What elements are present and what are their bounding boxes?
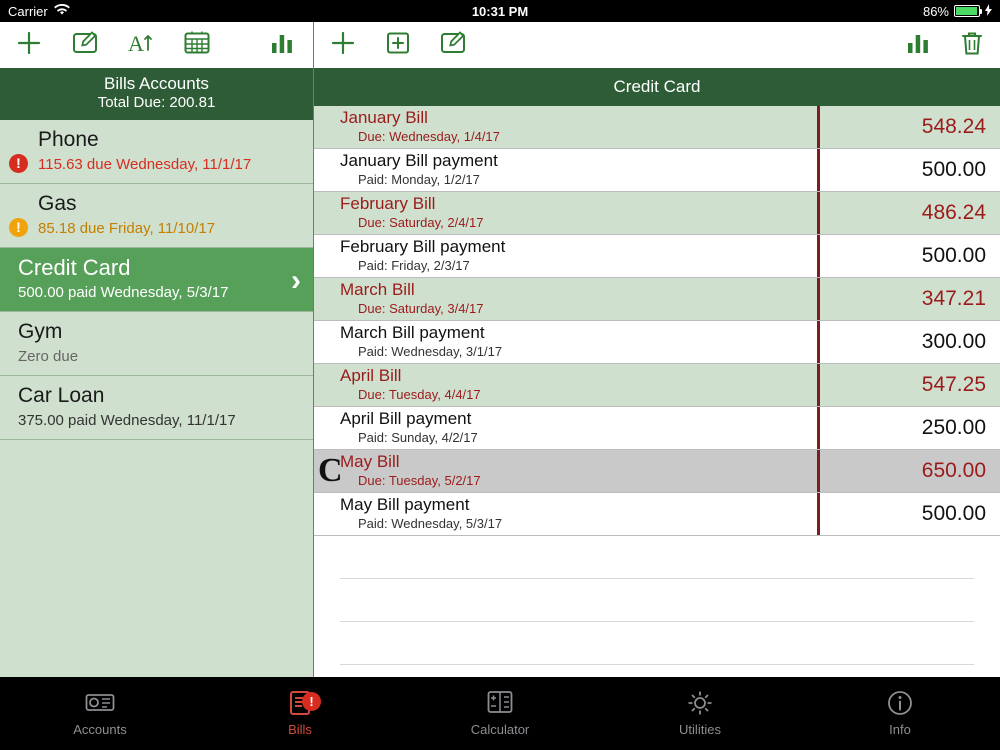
account-detail: 115.63 due Wednesday, 11/1/17 bbox=[38, 156, 252, 173]
calendar-icon[interactable] bbox=[184, 31, 210, 59]
transaction-date: Paid: Monday, 1/2/17 bbox=[358, 172, 480, 187]
battery-percent-label: 86% bbox=[922, 3, 949, 19]
svg-text:A: A bbox=[128, 31, 144, 56]
transaction-amount: 250.00 bbox=[921, 416, 986, 439]
transaction-info bbox=[314, 364, 817, 406]
compose-icon[interactable] bbox=[440, 30, 466, 60]
left-toolbar bbox=[0, 22, 313, 68]
carrier-label: Carrier bbox=[8, 3, 48, 19]
alert-badge-icon: ! bbox=[9, 218, 28, 237]
transaction-row[interactable] bbox=[314, 364, 1000, 407]
accounts-empty-area bbox=[0, 440, 313, 677]
tab-accounts[interactable] bbox=[0, 690, 200, 737]
account-name: Phone bbox=[38, 128, 99, 151]
accounts-icon bbox=[0, 690, 200, 720]
transaction-date: Due: Tuesday, 4/4/17 bbox=[358, 387, 481, 402]
transaction-empty-row bbox=[340, 536, 974, 579]
lightning-icon bbox=[985, 4, 992, 19]
status-time: 10:31 PM bbox=[471, 3, 529, 19]
transaction-info bbox=[314, 321, 817, 363]
tab-label: Calculator bbox=[470, 722, 530, 737]
tab-badge: ! bbox=[302, 692, 321, 711]
transaction-info bbox=[314, 493, 817, 535]
bar-chart-icon[interactable] bbox=[270, 31, 294, 59]
transaction-date: Paid: Wednesday, 3/1/17 bbox=[358, 344, 503, 359]
transaction-row[interactable] bbox=[314, 278, 1000, 321]
transaction-date: Due: Saturday, 2/4/17 bbox=[358, 215, 484, 230]
transaction-amount: 486.24 bbox=[921, 201, 986, 224]
transactions-pane bbox=[314, 22, 1000, 677]
transaction-row[interactable] bbox=[314, 235, 1000, 278]
calculator-icon bbox=[400, 690, 600, 720]
transaction-date: Paid: Wednesday, 5/3/17 bbox=[358, 516, 503, 531]
transaction-amount: 300.00 bbox=[921, 330, 986, 353]
tab-bar[interactable] bbox=[0, 677, 1000, 750]
bar-chart-icon[interactable] bbox=[906, 31, 930, 59]
account-detail: 85.18 due Friday, 11/10/17 bbox=[38, 220, 216, 237]
transaction-amount: 500.00 bbox=[921, 244, 986, 267]
transaction-date: Due: Tuesday, 5/2/17 bbox=[358, 473, 481, 488]
alert-badge-icon: ! bbox=[9, 154, 28, 173]
transaction-amount: 347.21 bbox=[921, 287, 986, 310]
account-name: Gas bbox=[38, 192, 77, 215]
transaction-info bbox=[314, 450, 817, 492]
account-detail: Zero due bbox=[18, 348, 79, 365]
transactions-header-title: Credit Card bbox=[314, 68, 1000, 106]
transaction-row[interactable] bbox=[314, 493, 1000, 536]
status-right bbox=[923, 4, 992, 19]
tab-info[interactable] bbox=[800, 690, 1000, 737]
transaction-title: January Bill bbox=[340, 108, 428, 127]
transaction-date: Due: Wednesday, 1/4/17 bbox=[358, 129, 500, 144]
transaction-title: March Bill payment bbox=[340, 323, 485, 342]
transaction-title: May Bill payment bbox=[340, 495, 470, 514]
account-row[interactable] bbox=[0, 184, 313, 248]
transaction-info bbox=[314, 235, 817, 277]
transaction-info bbox=[314, 278, 817, 320]
transaction-date: Paid: Friday, 2/3/17 bbox=[358, 258, 470, 273]
transaction-title: April Bill bbox=[340, 366, 402, 385]
transaction-row[interactable] bbox=[314, 321, 1000, 364]
accounts-pane bbox=[0, 22, 314, 677]
chevron-right-icon: › bbox=[291, 264, 301, 297]
account-row[interactable] bbox=[0, 248, 313, 312]
add-box-icon[interactable] bbox=[386, 31, 410, 59]
info-icon bbox=[800, 690, 1000, 720]
account-row[interactable] bbox=[0, 376, 313, 440]
transaction-date: Due: Saturday, 3/4/17 bbox=[358, 301, 484, 316]
transaction-row[interactable] bbox=[314, 450, 1000, 493]
transaction-row[interactable] bbox=[314, 106, 1000, 149]
utilities-gear-icon bbox=[600, 690, 800, 720]
selection-marker-icon: C bbox=[318, 452, 343, 489]
account-name: Car Loan bbox=[18, 384, 105, 407]
accounts-header-total: Total Due: 200.81 bbox=[97, 94, 216, 112]
status-bar bbox=[0, 0, 1000, 22]
transaction-info bbox=[314, 407, 817, 449]
transaction-row[interactable] bbox=[314, 407, 1000, 450]
tab-label: Info bbox=[889, 722, 911, 737]
account-detail: 375.00 paid Wednesday, 11/1/17 bbox=[18, 412, 236, 429]
transaction-title: April Bill payment bbox=[340, 409, 472, 428]
tab-utilities[interactable] bbox=[600, 690, 800, 737]
transaction-info bbox=[314, 149, 817, 191]
tab-label: Utilities bbox=[679, 722, 721, 737]
transaction-empty-row bbox=[340, 579, 974, 622]
transaction-info bbox=[314, 106, 817, 148]
split-view bbox=[0, 22, 1000, 677]
account-detail: 500.00 paid Wednesday, 5/3/17 bbox=[18, 284, 229, 301]
trash-icon[interactable] bbox=[960, 30, 984, 60]
tab-bills[interactable] bbox=[200, 690, 400, 737]
accounts-header bbox=[0, 68, 313, 120]
tab-label: Accounts bbox=[73, 722, 127, 737]
add-bill-button[interactable] bbox=[330, 30, 356, 60]
transaction-amount: 548.24 bbox=[921, 115, 986, 138]
transaction-empty-row bbox=[340, 622, 974, 665]
account-name: Credit Card bbox=[18, 255, 131, 280]
transaction-title: January Bill payment bbox=[340, 151, 498, 170]
account-row[interactable] bbox=[0, 120, 313, 184]
account-name: Gym bbox=[18, 320, 63, 343]
transaction-row[interactable] bbox=[314, 149, 1000, 192]
tab-label: Bills bbox=[288, 722, 312, 737]
bills-icon bbox=[200, 690, 400, 720]
transaction-amount: 547.25 bbox=[921, 373, 986, 396]
font-size-icon[interactable] bbox=[128, 30, 154, 60]
transaction-info bbox=[314, 192, 817, 234]
account-row[interactable] bbox=[0, 312, 313, 376]
accounts-list[interactable] bbox=[0, 120, 313, 677]
add-account-button[interactable] bbox=[16, 30, 42, 60]
transaction-title: February Bill bbox=[340, 194, 436, 213]
tab-calculator[interactable] bbox=[400, 690, 600, 737]
transaction-title: May Bill bbox=[340, 452, 400, 471]
transaction-amount: 650.00 bbox=[921, 459, 986, 482]
transaction-amount: 500.00 bbox=[921, 502, 986, 525]
transaction-title: February Bill payment bbox=[340, 237, 506, 256]
battery-icon bbox=[954, 5, 980, 17]
transactions-list[interactable] bbox=[314, 106, 1000, 677]
transaction-amount: 500.00 bbox=[921, 158, 986, 181]
compose-icon[interactable] bbox=[72, 30, 98, 60]
transaction-date: Paid: Sunday, 4/2/17 bbox=[358, 430, 478, 445]
transaction-row[interactable] bbox=[314, 192, 1000, 235]
right-toolbar bbox=[314, 22, 1000, 68]
transaction-title: March Bill bbox=[340, 280, 415, 299]
accounts-header-title: Bills Accounts bbox=[104, 74, 209, 93]
